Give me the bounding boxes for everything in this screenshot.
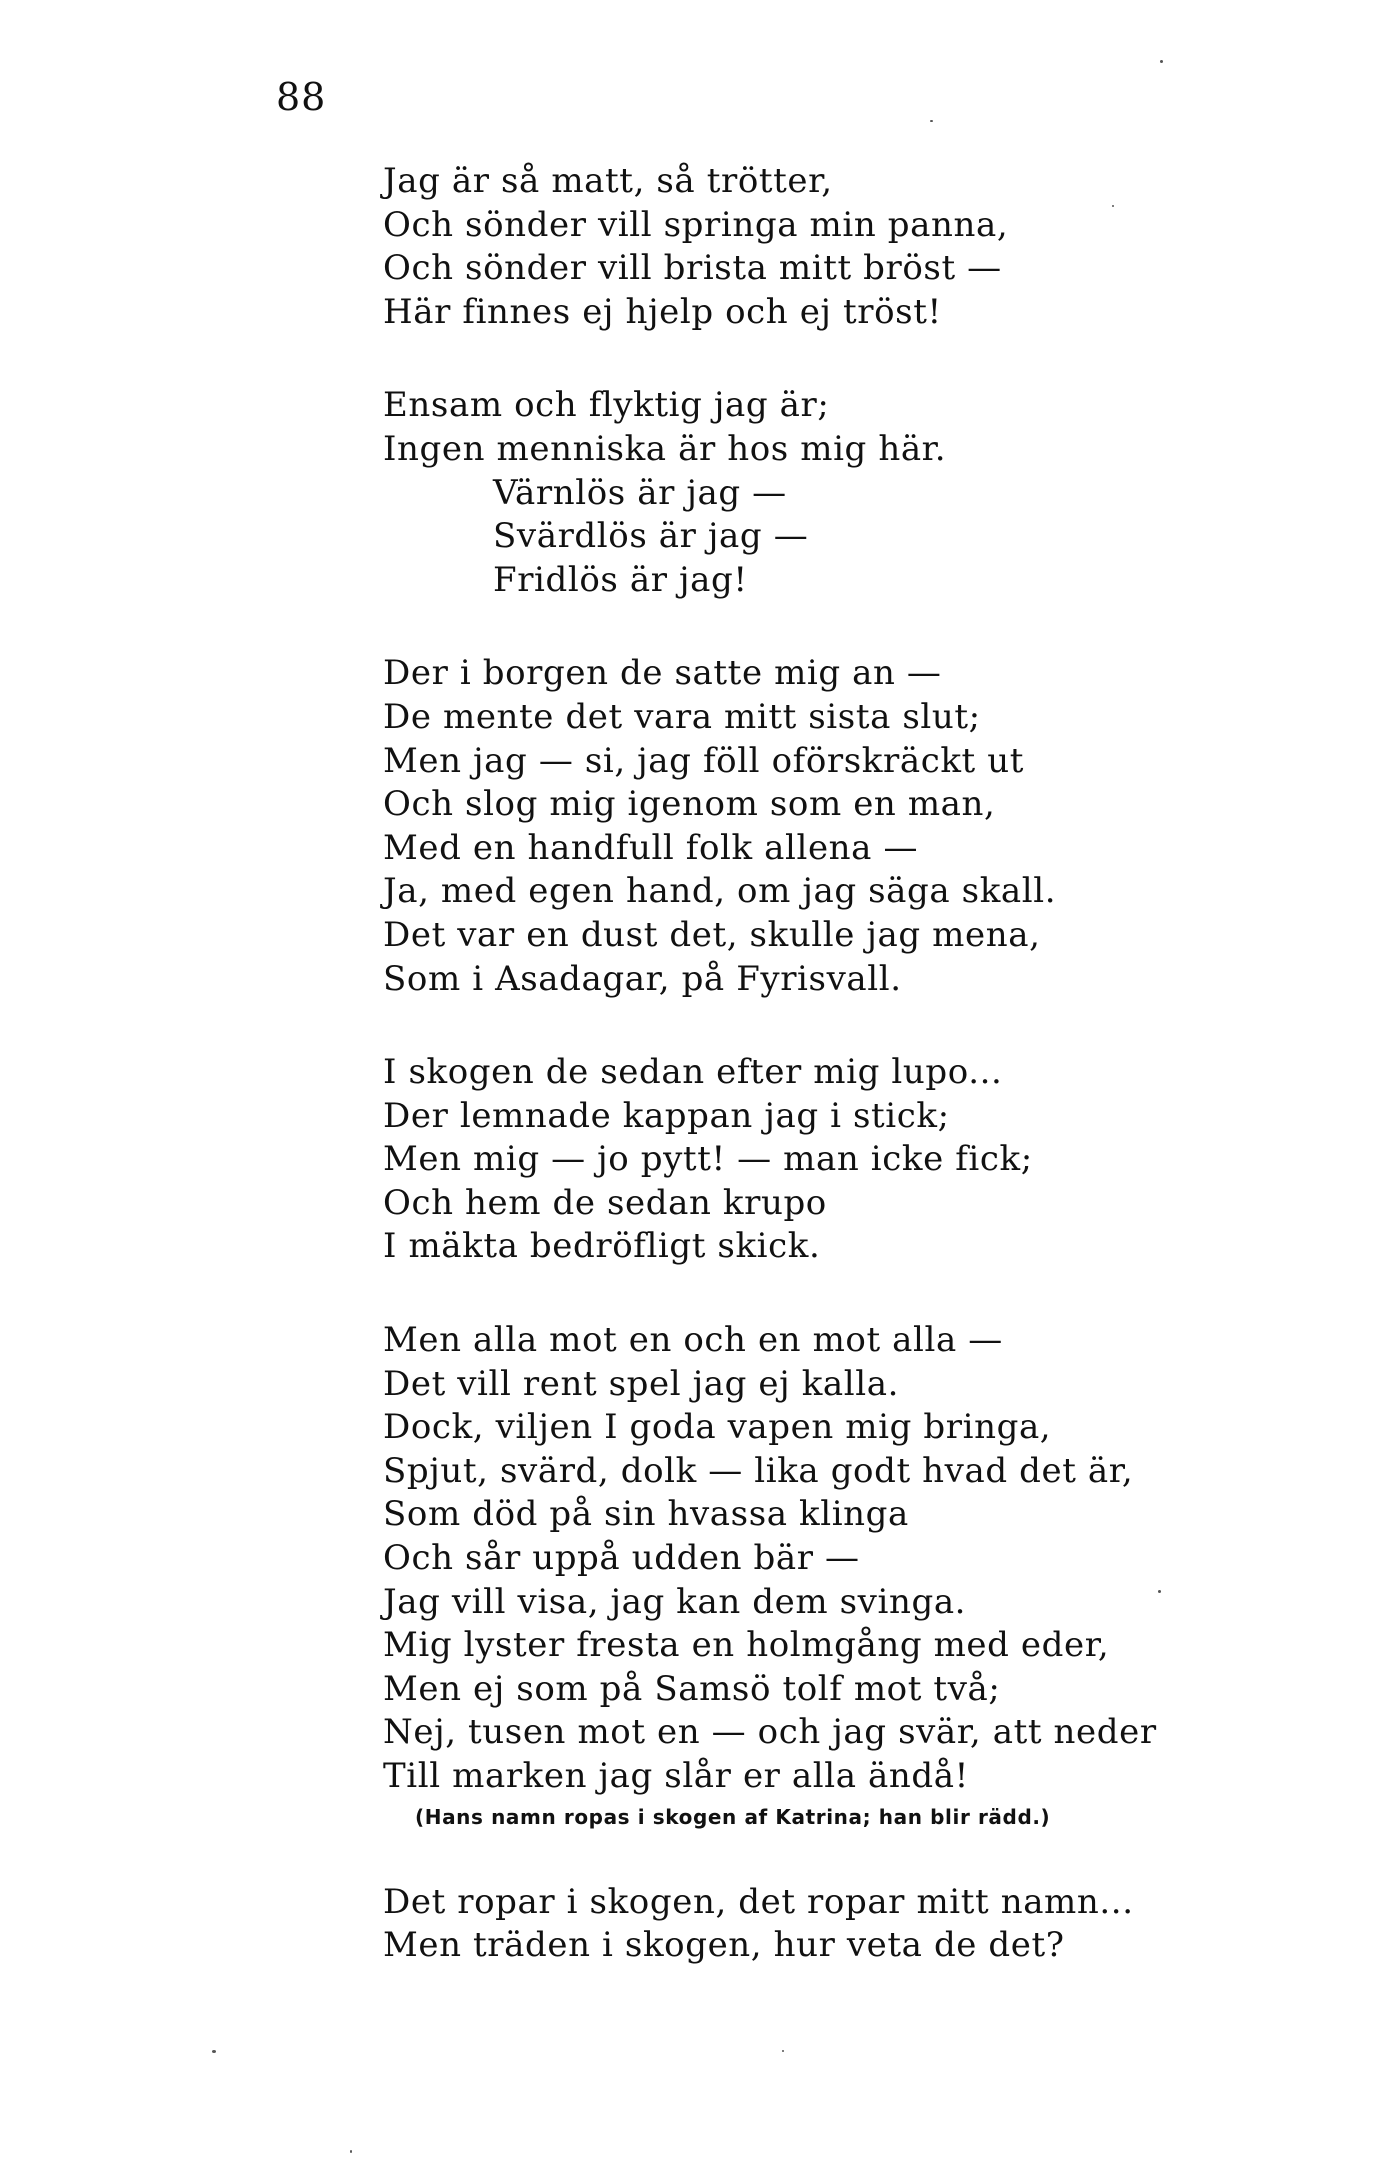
print-speck: [212, 2050, 216, 2053]
verse-line: Spjut, svärd, dolk — lika godt hvad det är,: [383, 1450, 1134, 1491]
verse-line: Der lemnade kappan jag i stick;: [383, 1095, 950, 1136]
print-speck: [930, 120, 933, 122]
stanza-2: [383, 384, 1323, 602]
verse-line: Nej, tusen mot en — och jag svär, att neder: [383, 1712, 1157, 1753]
verse-line: Det vill rent spel jag ej kalla.: [383, 1363, 900, 1404]
verse-line: Ja, med egen hand, om jag säga skall.: [383, 871, 1057, 912]
verse-line: Men träden i skogen, hur veta de det?: [383, 1925, 1065, 1966]
verse-line: Men alla mot en och en mot alla —: [383, 1320, 1003, 1361]
verse-line: I skogen de sedan efter mig lupo...: [383, 1052, 1003, 1093]
verse-line: Det ropar i skogen, det ropar mitt namn...: [383, 1881, 1134, 1922]
verse-line: Der i borgen de satte mig an —: [383, 653, 942, 694]
stanza-6: [383, 1881, 1323, 1968]
verse-line: Ingen menniska är hos mig här.: [383, 428, 947, 469]
stage-direction: (Hans namn ropas i skogen af Katrina; han blir rädd.): [415, 1804, 1051, 1829]
verse-line: Och sår uppå udden bär —: [383, 1538, 860, 1579]
verse-line: Som i Asadagar, på Fyrisvall.: [383, 958, 902, 999]
verse-line: Och slog mig igenom som en man,: [383, 784, 996, 825]
verse-line: Och sönder vill brista mitt bröst —: [383, 248, 1002, 289]
verse-line: Som död på sin hvassa klinga: [383, 1494, 909, 1535]
print-speck: [1158, 1590, 1161, 1593]
verse-line: Ensam och flyktig jag är;: [383, 385, 830, 426]
print-speck: [350, 2150, 352, 2153]
verse-line: Jag är så matt, så trötter,: [383, 161, 833, 201]
verse-line: Mig lyster fresta en holmgång med eder,: [383, 1625, 1110, 1666]
verse-line: Jag vill visa, jag kan dem svinga.: [383, 1581, 967, 1622]
verse-line: Det var en dust det, skulle jag mena,: [383, 914, 1041, 955]
stanza-3: [383, 652, 1323, 1001]
verse-line: De mente det vara mitt sista slut;: [383, 696, 981, 737]
print-speck: [1160, 60, 1163, 63]
poem-text: [383, 160, 1323, 1968]
verse-line: Och hem de sedan krupo: [383, 1182, 827, 1223]
page-number: 88: [276, 75, 327, 119]
stanza-5: [383, 1319, 1323, 1835]
print-speck: [1112, 205, 1114, 207]
stanza-1: [383, 160, 1323, 334]
verse-line: Men jag — si, jag föll oförskräckt ut: [383, 740, 1024, 781]
verse-line-indented: Svärdlös är jag —: [493, 516, 809, 557]
verse-line-indented: Fridlös är jag!: [493, 559, 748, 600]
verse-line: Dock, viljen I goda vapen mig bringa,: [383, 1407, 1052, 1448]
verse-line: Men mig — jo pytt! — man icke fick;: [383, 1139, 1033, 1180]
stanza-4: [383, 1051, 1323, 1269]
verse-line-indented: Värnlös är jag —: [493, 472, 787, 513]
verse-line: Till marken jag slår er alla ändå!: [383, 1756, 969, 1796]
verse-line: I mäkta bedröfligt skick.: [383, 1226, 821, 1267]
verse-line: Här finnes ej hjelp och ej tröst!: [383, 291, 942, 332]
verse-line: Med en handfull folk allena —: [383, 827, 919, 868]
verse-line: Och sönder vill springa min panna,: [383, 204, 1009, 245]
print-speck: [782, 2050, 784, 2052]
verse-line: Men ej som på Samsö tolf mot två;: [383, 1668, 1001, 1709]
